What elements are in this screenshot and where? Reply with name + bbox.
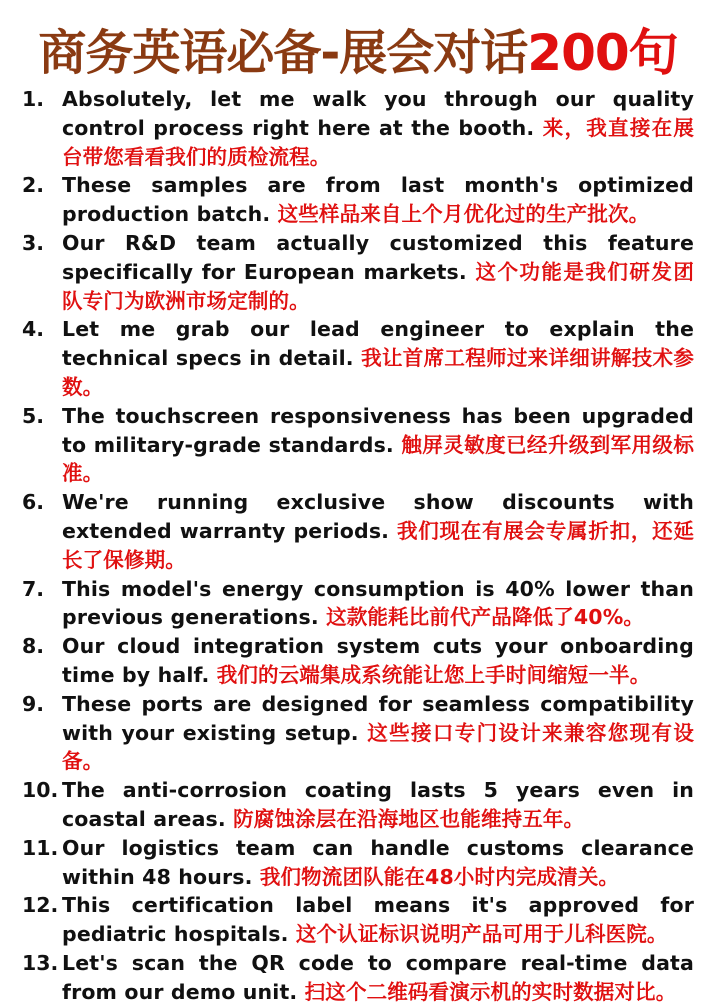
item-number: 13.: [22, 950, 59, 975]
item-chinese: 我们的云端集成系统能让您上手时间缩短一半。: [216, 662, 651, 687]
item-english: Absolutely, let me walk you through our quality control process right here at the booth.: [62, 87, 694, 140]
list-item: [22, 315, 694, 401]
item-chinese: 我让首席工程师过来详细讲解技术参数。: [62, 346, 694, 399]
title-main: 商务英语必备-展会对话: [38, 25, 528, 81]
item-english: Our logistics team can handle customs clearance within 48 hours.: [62, 835, 694, 889]
list-item: [22, 85, 694, 171]
item-chinese: 这些接口专门设计来兼容您现有设备。: [62, 720, 695, 774]
item-text: [62, 171, 694, 229]
item-text: [62, 949, 694, 1007]
item-number: 11.: [22, 835, 59, 860]
item-chinese: 防腐蚀涂层在沿海地区也能维持五年。: [233, 806, 585, 831]
item-number: 7.: [22, 576, 45, 601]
item-english: The touchscreen responsiveness has been upgraded to military-grade standards.: [62, 403, 694, 457]
item-number: 12.: [22, 893, 59, 918]
item-text: [62, 690, 694, 776]
item-chinese: 我们物流团队能在48小时内完成清关。: [259, 864, 620, 889]
item-english: The anti-corrosion coating lasts 5 years even in coastal areas.: [62, 778, 694, 831]
item-english: We're running exclusive show discounts with extended warranty periods.: [62, 490, 694, 543]
item-number: 5.: [22, 403, 45, 428]
item-text: [62, 891, 694, 949]
item-number: 8.: [22, 634, 45, 659]
list-item: [22, 690, 694, 776]
item-english: These ports are designed for seamless compatibility with your existing setup.: [62, 691, 694, 745]
list-item: [22, 949, 694, 1007]
list-item: [22, 632, 694, 690]
list-item: [22, 229, 694, 315]
list-item: [22, 575, 694, 633]
list-item: [22, 776, 694, 834]
item-number: 1.: [22, 87, 45, 111]
list-item: [22, 834, 694, 892]
item-number: 3.: [22, 230, 45, 255]
item-text: [62, 834, 694, 892]
list-item: [22, 402, 694, 488]
item-text: [62, 402, 694, 488]
page-title: [22, 0, 694, 84]
item-text: [62, 315, 694, 401]
item-number: 6.: [22, 490, 45, 515]
item-english: Let me grab our lead engineer to explain the technical specs in detail.: [62, 317, 694, 371]
list-item: [22, 488, 694, 574]
item-chinese: 这款能耗比前代产品降低了40%。: [326, 605, 645, 630]
item-text: [62, 575, 694, 633]
title-count: 200句: [527, 24, 678, 82]
item-number: 10.: [22, 778, 59, 803]
item-english: Let's scan the QR code to compare real-time data from our demo unit.: [62, 950, 694, 1004]
item-text: [62, 632, 694, 690]
item-english: This model's energy consumption is 40% lower than previous generations.: [62, 576, 694, 630]
item-chinese: 这个功能是我们研发团队专门为欧洲市场定制的。: [62, 259, 694, 313]
item-text: [62, 488, 694, 574]
item-chinese: 这个认证标识说明产品可用于儿科医院。: [295, 922, 668, 947]
item-text: [62, 229, 694, 315]
phrase-list: [22, 85, 694, 1007]
item-number: 9.: [22, 691, 45, 716]
item-chinese: 来，我直接在展台带您看看我们的质检流程。: [62, 115, 694, 169]
item-text: [62, 85, 694, 171]
list-item: [22, 891, 694, 949]
item-chinese: 扫这个二维码看演示机的实时数据对比。: [304, 979, 677, 1004]
item-number: 4.: [22, 317, 45, 342]
list-item: [22, 171, 694, 229]
item-chinese: 我们现在有展会专属折扣，还延长了保修期。: [62, 518, 694, 572]
item-chinese: 触屏灵敏度已经升级到军用级标准。: [62, 432, 694, 486]
item-text: [62, 776, 694, 834]
item-number: 2.: [22, 173, 45, 198]
item-english: These samples are from last month's optimized production batch.: [62, 173, 694, 227]
item-english: Our cloud integration system cuts your onboarding time by half.: [62, 634, 694, 687]
item-chinese: 这些样品来自上个月优化过的生产批次。: [277, 202, 650, 227]
item-english: This certification label means it's approved for pediatric hospitals.: [62, 893, 694, 947]
item-english: Our R&D team actually customized this feature specifically for European markets.: [62, 230, 694, 284]
